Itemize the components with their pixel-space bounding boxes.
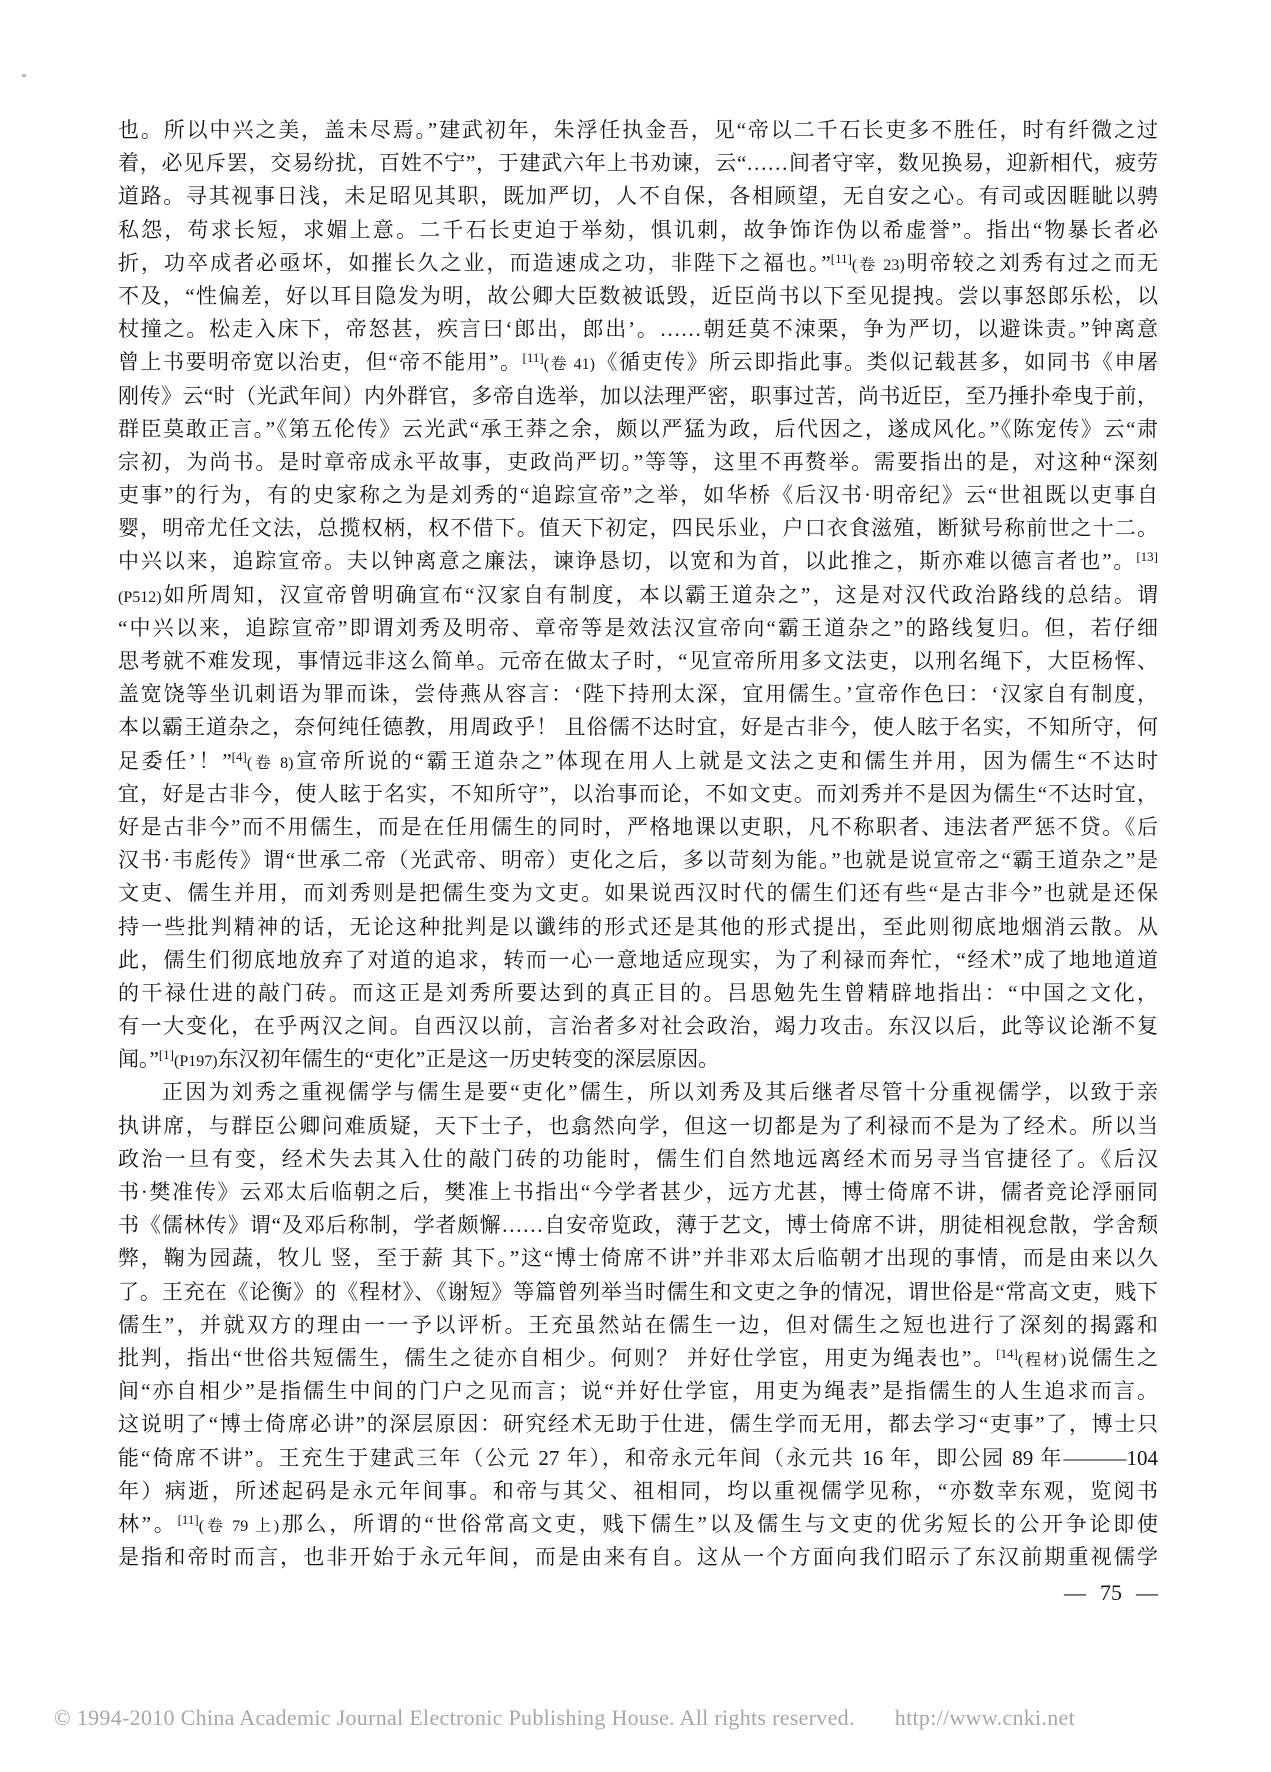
text-line xyxy=(118,1541,1158,1574)
text-line xyxy=(118,1276,1158,1309)
text-run: 汉书·韦彪传》谓“世承二帝（光武帝、明帝）吏化之后，多以苛刻为能。”也就是说宣帝之“霸王道杂之”是 xyxy=(118,848,1158,873)
text-run: 执讲席，与群臣公卿问难质疑，天下士子，也翕然向学，但这一切都是为了利禄而不是为了经术。所以当 xyxy=(118,1113,1158,1138)
text-run: 持一些批判精神的话，无论这种批判是以谶纬的形式还是其他的形式提出，至此则彻底地烟消云散。从 xyxy=(118,914,1158,939)
text-run: 足委任’！” xyxy=(118,748,232,773)
text-line xyxy=(118,280,1158,313)
citation-superscript: [11] xyxy=(177,1511,199,1527)
text-run: 的干禄仕进的敲门砖。而这正是刘秀所要达到的真正目的。吕思勉先生曾精辟地指出：“中国之文化， xyxy=(118,980,1158,1005)
citation-superscript: [11] xyxy=(522,350,544,366)
citation-locator: (卷 8) xyxy=(246,754,294,772)
text-run: 明帝较之刘秀有过之而无 xyxy=(904,250,1158,275)
text-line xyxy=(118,745,1158,778)
text-line xyxy=(118,1342,1158,1375)
page-number-dash-right: — xyxy=(1136,1580,1158,1606)
text-run: 本以霸王道杂之，奈何纯任德教，用周政乎！ 且俗儒不达时宜，好是古非今，使人眩于名实，不知所守，何 xyxy=(118,715,1158,740)
text-line xyxy=(118,1143,1158,1176)
text-line xyxy=(118,1176,1158,1209)
text-run: 思考就不难发现，事情远非这么简单。元帝在做太子时，“见宣帝所用多文法吏，以刑名绳下，大臣杨恽、 xyxy=(118,649,1158,673)
text-line xyxy=(118,147,1158,180)
page-number-value: 75 xyxy=(1100,1580,1122,1606)
text-run: 间“亦自相少”是指儒生中间的门户之见而言；说“并好仕学宦，用吏为绳表”是指儒生的人生追求而言。 xyxy=(118,1379,1158,1404)
text-run: 着，必见斥罢，交易纷扰，百姓不宁”，于建武六年上书劝谏，云“……间者守宰，数见换易，迎新相代，疲劳 xyxy=(118,151,1158,176)
text-line xyxy=(118,512,1158,545)
text-run: 文吏、儒生并用，而刘秀则是把儒生变为文吏。如果说西汉时代的儒生们还有些“是古非今”也就是还保 xyxy=(118,881,1158,906)
text-run: 中兴以来，追踪宣帝。夫以钟离意之廉法，谏诤恳切，以宽和为首，以此推之，斯亦难以德言者也”。 xyxy=(118,549,1137,574)
text-run: 道路。寻其视事日浅，未足昭见其职，既加严切，人不自保，各相顾望，无自安之心。有司或因睚眦以骋 xyxy=(118,184,1158,209)
citation-locator: (程材) xyxy=(1017,1351,1067,1369)
text-run: 宣帝所说的“霸王道杂之”体现在用人上就是文法之吏和儒生并用，因为儒生“不达时 xyxy=(293,748,1158,773)
text-lines xyxy=(118,114,1158,1574)
text-line xyxy=(118,446,1158,479)
text-run: 如所周知，汉宣帝曾明确宣布“汉家自有制度，本以霸王道杂之”，这是对汉代政治路线的总结。谓 xyxy=(161,582,1158,607)
text-line xyxy=(118,778,1158,811)
text-line xyxy=(118,1110,1158,1143)
text-line xyxy=(118,877,1158,910)
text-run: 弊，鞠为园蔬，牧儿 竖，至于薪 其下。”这“博士倚席不讲”并非邓太后临朝才出现的事情，而是由来以久 xyxy=(118,1246,1158,1271)
text-run: 盖宽饶等坐讥刺语为罪而诛，尝侍燕从容言：‘陛下持刑太深，宜用儒生。’宣帝作色曰：‘汉家自有制度， xyxy=(118,682,1158,707)
citation-superscript: [13] xyxy=(1136,549,1158,565)
text-run: 说儒生之 xyxy=(1066,1345,1158,1370)
text-run: 这说明了“博士倚席必讲”的深层原因：研究经术无助于仕进，儒生学而无用，都去学习“吏事”了，博士只 xyxy=(118,1412,1158,1437)
citation-locator: (卷 79 上) xyxy=(198,1517,280,1535)
text-run: 那么，所谓的“世俗常高文吏，贱下儒生”以及儒生与文吏的优劣短长的公开争论即使 xyxy=(279,1511,1158,1536)
citation-superscript: [11] xyxy=(830,250,852,266)
text-run: 林”。 xyxy=(118,1511,178,1536)
text-run: 婴，明帝尤任文法，总揽权柄，权不借下。值天下初定，四民乐业，户口衣食滋殖，断狱号称前世之十二。 xyxy=(118,516,1158,541)
text-line xyxy=(118,579,1158,612)
text-line xyxy=(118,346,1158,379)
text-run: 是指和帝时而言，也非开始于永元年间，而是由来有自。这从一个方面向我们昭示了东汉前期重视儒学 xyxy=(118,1545,1158,1570)
text-run: 群臣莫敢正言。”《第五伦传》云光武“承王莽之余，颇以严猛为政，后代因之，遂成风化。”《陈宠传》云“肃 xyxy=(118,416,1158,441)
text-run: 私怨，苟求长短，求媚上意。二千石长吏迫于举劾，惧讥刺，故争饰诈伪以希虚誉”。指出“物暴长者必 xyxy=(118,217,1158,242)
text-line xyxy=(118,479,1158,512)
page-number-dash-left: — xyxy=(1064,1580,1086,1606)
page-number xyxy=(118,1580,1158,1606)
footer-url: http://www.cnki.net xyxy=(894,1705,1076,1730)
text-run: 年）病逝，所述起码是永元年间事。和帝与其父、祖相同，均以重视儒学见称，“亦数幸东观，览阅书 xyxy=(118,1478,1158,1503)
text-run: 折，功卒成者必亟坏，如摧长久之业，而造速成之功，非陛下之福也。” xyxy=(118,250,831,275)
text-line xyxy=(118,1209,1158,1242)
citation-locator: (P512) xyxy=(118,588,162,606)
text-run: 东汉初年儒生的“吏化”正是这一历史转变的深层原因。 xyxy=(217,1047,720,1072)
text-line xyxy=(118,114,1158,147)
text-line xyxy=(118,1309,1158,1342)
text-run: 儒生”，并就双方的理由一一予以评析。王充虽然站在儒生一边，但对儒生之短也进行了深刻的揭露和 xyxy=(118,1312,1158,1337)
text-line xyxy=(118,1043,1158,1076)
text-run: 好是古非今”而不用儒生，而是在任用儒生的同时，严格地课以吏职，凡不称职者、违法者严惩不贷。《后 xyxy=(118,814,1158,839)
text-run: 了。王充在《论衡》的《程材》、《谢短》等篇曾列举当时儒生和文吏之争的情况，谓世俗是“常高文吏，贱下 xyxy=(118,1279,1158,1304)
text-run: 杖撞之。松走入床下，帝怒甚，疾言曰‘郎出，郎出’。……朝廷莫不涑栗，争为严切，以避诛责。”钟离意 xyxy=(118,317,1158,342)
text-line xyxy=(118,1442,1158,1475)
text-run: 宗初，为尚书。是时章帝成永平故事，吏政尚严切。”等等，这里不再赘举。需要指出的是，对这种“深刻 xyxy=(118,449,1158,474)
text-line xyxy=(118,380,1158,413)
text-line xyxy=(118,1475,1158,1508)
article-body xyxy=(118,114,1158,1606)
text-line xyxy=(118,944,1158,977)
text-run: 此，儒生们彻底地放弃了对道的追求，转而一心一意地适应现实，为了利禄而奔忙，“经术”成了地地道道 xyxy=(118,947,1158,972)
citation-superscript: [1] xyxy=(158,1047,174,1063)
text-run: 政治一旦有变，经术失去其入仕的敲门砖的功能时，儒生们自然地远离经术而另寻当官捷径了。《后汉 xyxy=(118,1146,1158,1171)
text-line xyxy=(118,1375,1158,1408)
text-line xyxy=(118,678,1158,711)
text-run: 有一大变化，在乎两汉之间。自西汉以前，言治者多对社会政治，竭力攻击。东汉以后，此等议论渐不复 xyxy=(118,1014,1158,1039)
text-run: 也。所以中兴之美，盖未尽焉。”建武初年，朱浮任执金吾，见“帝以二千石长吏多不胜任，时有纤微之过 xyxy=(118,118,1158,142)
scan-artifact-dot xyxy=(22,74,26,77)
text-run: 批判，指出“世俗共短儒生，儒生之徒亦自相少。何则？ 并好仕学宦，用吏为绳表也”。 xyxy=(118,1345,997,1370)
text-line xyxy=(118,1010,1158,1043)
text-run: “中兴以来，追踪宣帝”即谓刘秀及明帝、章帝等是效法汉宣帝向“霸王道杂之”的路线复归。但，若仔细 xyxy=(118,615,1158,640)
citation-locator: (卷 41) xyxy=(543,356,595,374)
text-run: 宜，好是古非今，使人眩于名实，不知所守”，以治事而论，不如文吏。而刘秀并不是因为儒生“不达时宜， xyxy=(118,781,1158,806)
text-line xyxy=(118,811,1158,844)
text-line xyxy=(118,1242,1158,1275)
text-run: 能“倚席不讲”。王充生于建武三年（公元 27 年），和帝永元年间（永元共 16 年，即公园 89 年———104 xyxy=(118,1445,1158,1470)
text-line xyxy=(118,545,1158,578)
text-line xyxy=(118,844,1158,877)
text-run: 书《儒林传》谓“及邓后称制，学者颇懈……自安帝览政，薄于艺文，博士倚席不讲，朋徒相视怠散，学舍颓 xyxy=(118,1213,1158,1238)
text-line xyxy=(118,1076,1158,1109)
citation-locator: (卷 23) xyxy=(851,256,905,274)
text-line xyxy=(118,711,1158,744)
text-line xyxy=(118,214,1158,247)
text-run: 不及，“性偏差，好以耳目隐发为明，故公卿大臣数被诋毁，近臣尚书以下至见提拽。尝以事怒郎乐松，以 xyxy=(118,283,1158,308)
text-line xyxy=(118,612,1158,645)
text-run: 《循吏传》所云即指此事。类似记载甚多，如同书《申屠 xyxy=(594,350,1158,375)
citation-locator: (P197) xyxy=(174,1053,218,1071)
text-run: 刚传》云“时（光武年间）内外群官，多帝自选举，加以法理严密，职事过苦，尚书近臣，至乃捶扑牵曳于前， xyxy=(118,383,1158,408)
text-run: 书·樊准传》云邓太后临朝之后，樊准上书指出“今学者甚少，远方尤甚，博士倚席不讲，儒者竞论浮丽同 xyxy=(118,1180,1158,1204)
text-line xyxy=(118,911,1158,944)
text-run: 闻。” xyxy=(118,1047,159,1072)
citation-superscript: [4] xyxy=(231,748,247,764)
text-run: 曾上书要明帝宽以治吏，但“帝不能用”。 xyxy=(118,350,523,375)
citation-superscript: [14] xyxy=(996,1345,1018,1361)
text-line xyxy=(118,180,1158,213)
text-line xyxy=(118,1508,1158,1541)
text-line xyxy=(118,313,1158,346)
text-line xyxy=(118,247,1158,280)
text-line xyxy=(118,413,1158,446)
text-line xyxy=(118,977,1158,1010)
text-run: 正因为刘秀之重视儒学与儒生是要“吏化”儒生，所以刘秀及其后继者尽管十分重视儒学，以致于亲 xyxy=(162,1080,1158,1105)
text-run: 吏事”的行为，有的史家称之为是刘秀的“追踪宣帝”之举，如华桥《后汉书·明帝纪》云“世祖既以吏事自 xyxy=(118,483,1158,508)
text-line xyxy=(118,1408,1158,1441)
text-line xyxy=(118,645,1158,678)
footer-copyright: © 1994-2010 China Academic Journal Electronic Publishing House. All rights reserved. xyxy=(54,1705,855,1730)
scan-footer xyxy=(54,1705,1254,1731)
